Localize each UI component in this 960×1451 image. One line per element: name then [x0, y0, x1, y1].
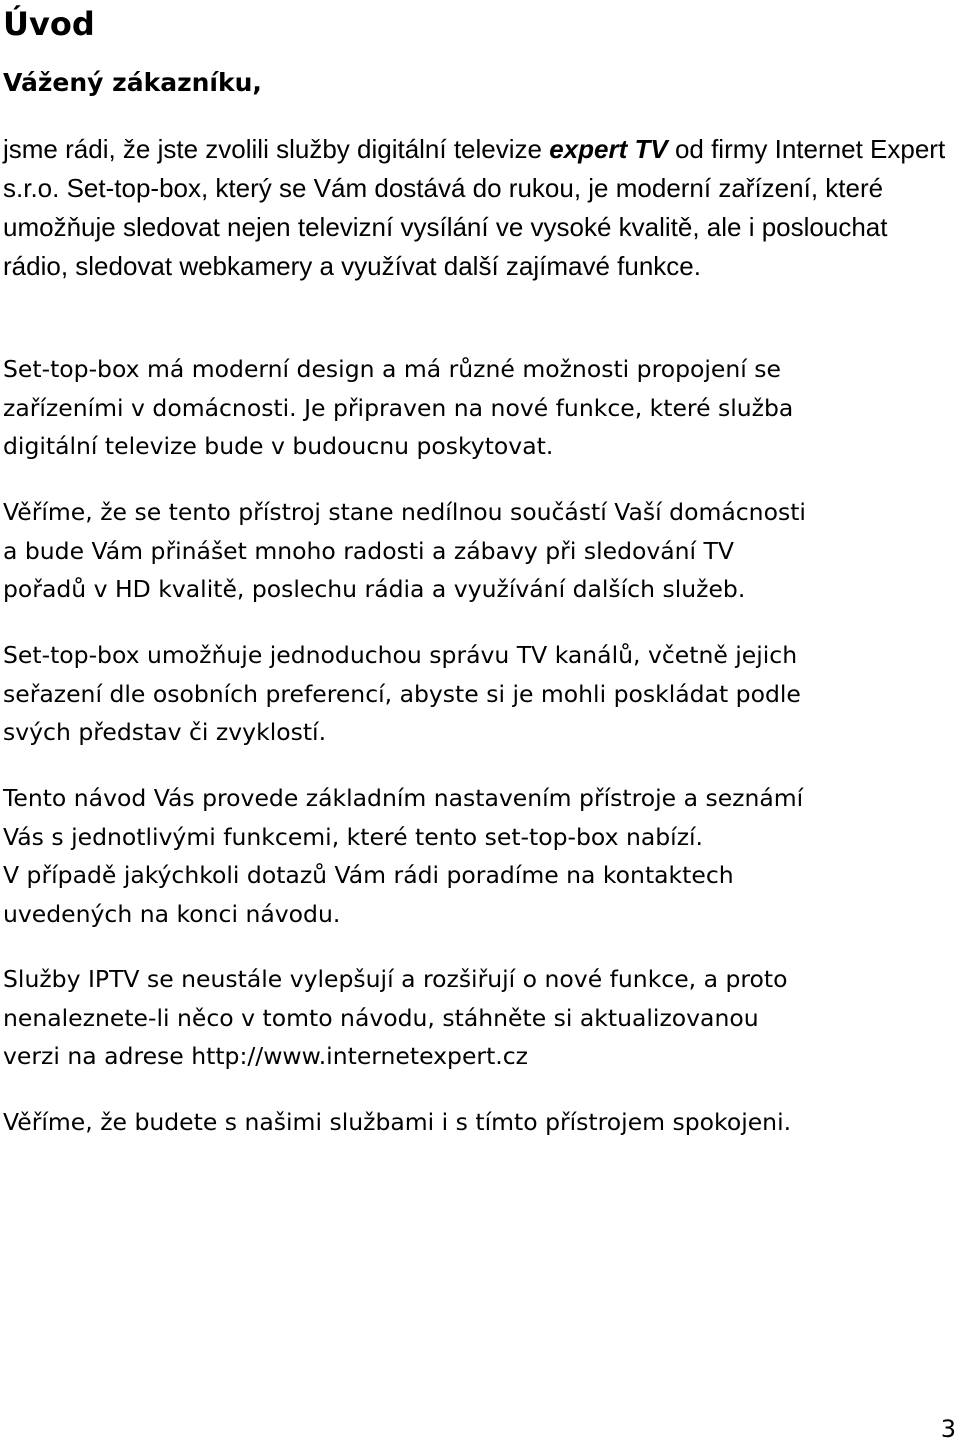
paragraph-line: Tento návod Vás provede základním nastavením přístroje a seznámí: [3, 784, 804, 812]
paragraph-guide: [3, 779, 957, 933]
paragraph-line: nenaleznete-li něco v tomto návodu, stáhněte si aktualizovanou: [3, 1003, 759, 1032]
paragraph-line: zařízeními v domácnosti. Je připraven na nové funkce, které služba: [3, 393, 794, 422]
paragraph-line: digitální televize bude v budoucnu poskytovat.: [3, 432, 554, 460]
paragraph-channel-management: [3, 636, 957, 752]
paragraph-line: Věříme, že se tento přístroj stane nedílnou součástí Vaší domácnosti: [3, 498, 806, 526]
paragraph-updates: [3, 960, 957, 1076]
paragraph-line: seřazení dle osobních preferencí, abyste si je mohli poskládat podle: [3, 679, 801, 708]
page-title: Úvod: [3, 5, 95, 43]
brand-name: expert TV: [549, 134, 668, 164]
paragraph-line: a bude Vám přinášet mnoho radosti a zábavy při sledování TV: [3, 536, 734, 565]
paragraph-line: Služby IPTV se neustále vylepšují a rozšiřují o nové funkce, a proto: [3, 965, 788, 993]
paragraph-line: V případě jakýchkoli dotazů Vám rádi poradíme na kontaktech: [3, 861, 734, 889]
intro-paragraph: [3, 130, 957, 286]
paragraph-line: pořadů v HD kvalitě, poslechu rádia a využívání dalších služeb.: [3, 575, 746, 603]
greeting: Vážený zákazníku,: [3, 68, 262, 97]
paragraph-line: verzi na adrese http://www.internetexpert.cz: [3, 1042, 529, 1070]
paragraph-closing: [3, 1103, 957, 1142]
paragraph-line: Set-top-box umožňuje jednoduchou správu TV kanálů, včetně jejich: [3, 641, 798, 669]
paragraph-line: Věříme, že budete s našimi službami i s tímto přístrojem spokojeni.: [3, 1108, 792, 1136]
paragraph-household: [3, 493, 957, 609]
paragraph-line: Set-top-box má moderní design a má různé možnosti propojení se: [3, 355, 781, 383]
intro-text-end: od firmy Internet Expert s.r.o. Set-top-box, který se Vám dostává do rukou, je moderní zařízení, které umožňuje sledovat nejen televizní vysílání ve vysoké kvalitě, ale i poslouchat rádio, sledovat webkamery a využívat další zajímavé funkce.: [3, 134, 946, 281]
paragraph-line: svých představ či zvyklostí.: [3, 718, 327, 746]
page-number: 3: [940, 1415, 956, 1443]
intro-text-start: jsme rádi, že jste zvolili služby digitální televize: [3, 134, 550, 164]
paragraph-line: uvedených na konci návodu.: [3, 899, 341, 928]
paragraph-line: Vás s jednotlivými funkcemi, které tento set-top-box nabízí.: [3, 822, 704, 851]
paragraph-design: [3, 350, 957, 466]
